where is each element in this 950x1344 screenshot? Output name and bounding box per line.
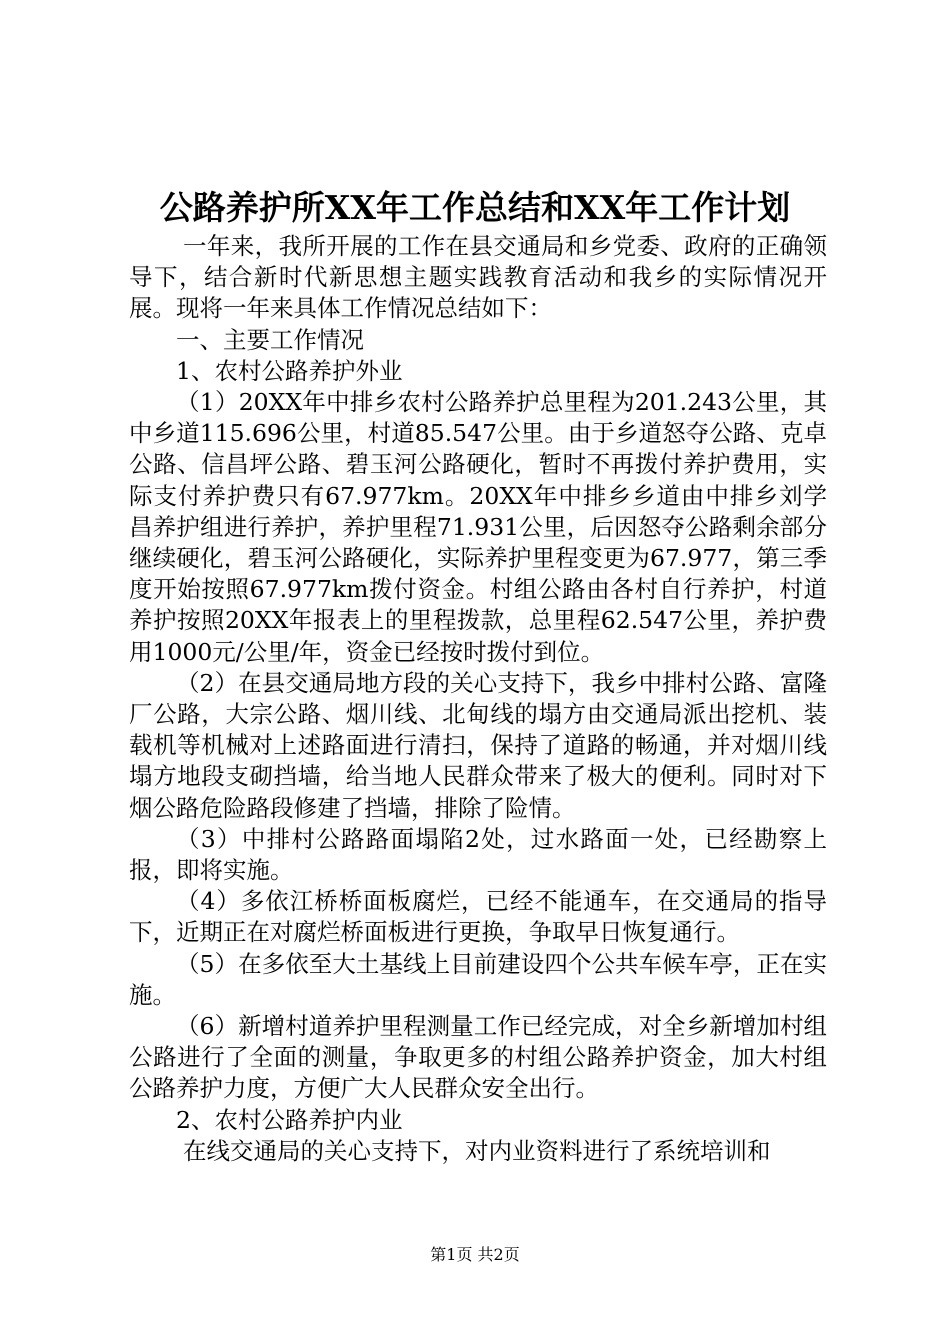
paragraph-item-6: （6）新增村道养护里程测量工作已经完成，对全乡新增加村组公路进行了全面的测量，争取更多的村组公路养护资金，加大村组公路养护力度，方便广大人民群众安全出行。 xyxy=(129,1012,827,1103)
paragraph-item-2: （2）在县交通局地方段的关心支持下，我乡中排村公路、富隆厂公路，大宗公路、烟川线、北甸线的塌方由交通局派出挖机、装载机等机械对上述路面进行清扫，保持了道路的畅通，并对烟川线塌方地段支砌挡墙，给当地人民群众带来了极大的便利。同时对下烟公路危险路段修建了挡墙，排除了险情。 xyxy=(129,668,827,822)
subheading-office-work: 2、农村公路养护内业 xyxy=(176,1105,403,1134)
document-title: 公路养护所XX年工作总结和XX年工作计划 xyxy=(159,188,791,227)
page-footer: 第1页 共2页 xyxy=(430,1245,520,1264)
subheading-field-work: 1、农村公路养护外业 xyxy=(176,356,403,385)
paragraph-item-1: （1）20XX年中排乡农村公路养护总里程为201.243公里，其中乡道115.696公里，村道85.547公里。由于乡道怒夺公路、克卓公路、信昌坪公路、碧玉河公路硬化，暂时不再拨付养护费用，实际支付养护费只有67.977km。20XX年中排乡乡道由中排乡刘学昌养护组进行养护，养护里程71.931公里，后因怒夺公路剩余部分继续硬化，碧玉河公路硬化，实际养护里程变更为67.977，第三季度开始按照67.977km拨付资金。村组公路由各村自行养护，村道养护按照20XX年报表上的里程拨款，总里程62.547公里，养护费用1000元/公里/年，资金已经按时拨付到位。 xyxy=(129,388,827,666)
paragraph-item-4: （4）多依江桥桥面板腐烂，已经不能通车，在交通局的指导下，近期正在对腐烂桥面板进行更换，争取早日恢复通行。 xyxy=(129,887,827,947)
paragraph-item-3: （3）中排村公路路面塌陷2处，过水路面一处，已经勘察上报，即将实施。 xyxy=(129,824,827,885)
document-body xyxy=(129,231,827,1167)
paragraph-office-work: 在线交通局的关心支持下，对内业资料进行了系统培训和 xyxy=(183,1136,771,1165)
paragraph-intro: 一年来，我所开展的工作在县交通局和乡党委、政府的正确领导下，结合新时代新思想主题实践教育活动和我乡的实际情况开展。现将一年来具体工作情况总结如下： xyxy=(129,232,827,323)
paragraph-item-5: （5）在多依至大土基线上目前建设四个公共车候车亭，正在实施。 xyxy=(129,949,827,1009)
heading-main-work: 一、主要工作情况 xyxy=(176,325,364,354)
